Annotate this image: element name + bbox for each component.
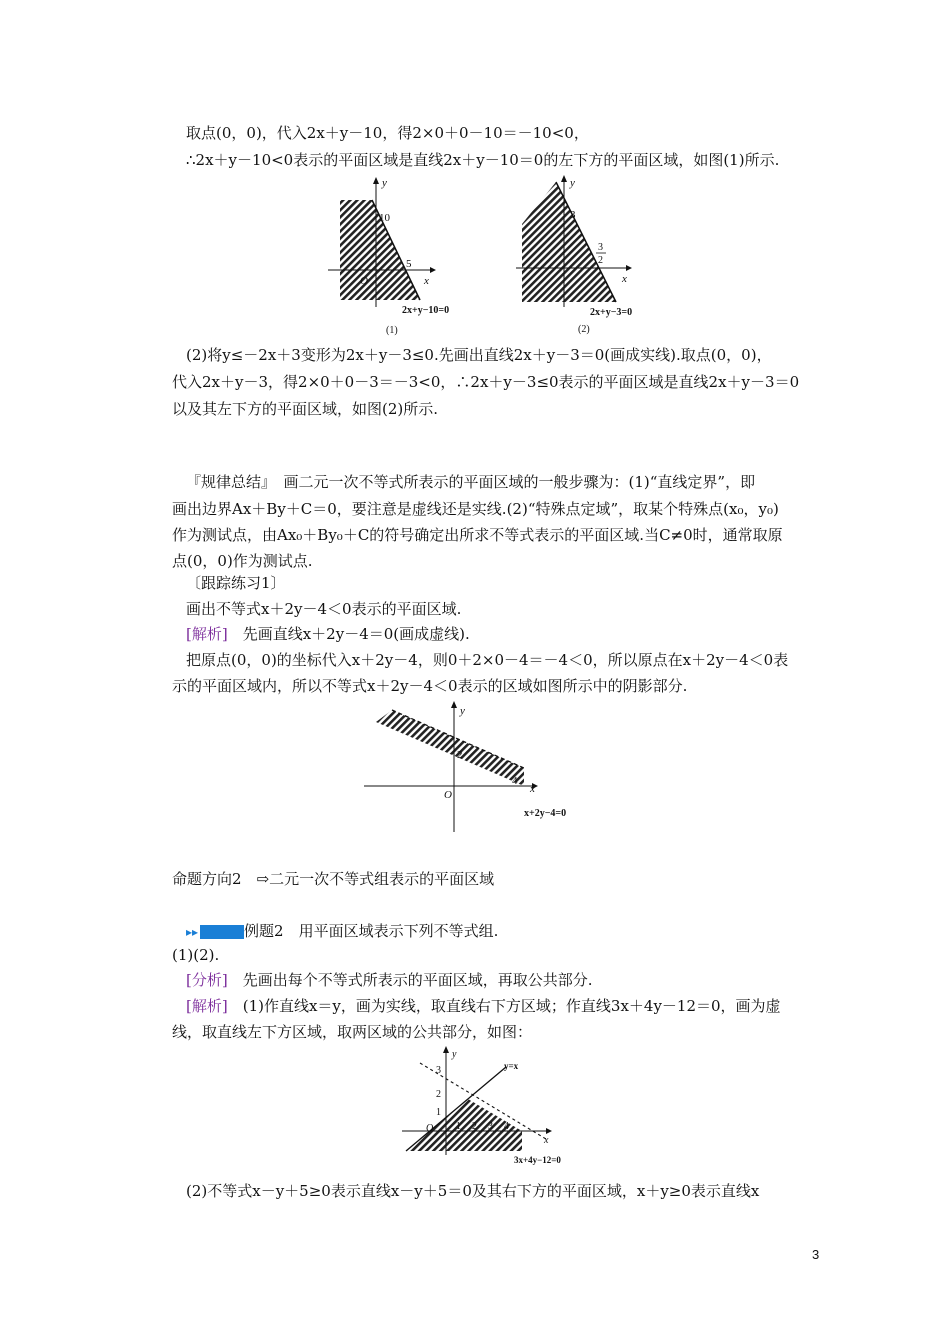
y-axis-arrow: [373, 177, 379, 184]
text-line: 线，取直线左下方区域，取两区域的公共部分，如图：: [172, 1023, 533, 1041]
text-line: (1)(2).: [172, 946, 220, 964]
text-span: 先画直线x＋2y－4＝0(画成虚线).: [227, 625, 470, 643]
figure-4: [398, 1043, 598, 1171]
x-tick-denominator: 2: [598, 255, 603, 266]
text-line: 『规律总结』 画二元一次不等式所表示的平面区域的一般步骤为：(1)“直线定界”，即: [186, 473, 756, 491]
figure-caption: (1): [386, 325, 398, 336]
text-span: (1)作直线x＝y，画为实线，取直线右下方区域；作直线3x＋4y－12＝0，画为虚: [227, 997, 781, 1015]
text-line: 画出边界Ax＋By＋C＝0，要注意是虚线还是实线.(2)“特殊点定域”，取某个特殊点(x₀，y₀): [172, 500, 779, 518]
y-tick-label: 2: [436, 1089, 441, 1100]
x-tick-label: 2: [472, 1121, 477, 1132]
x-tick-label: 5: [406, 258, 412, 270]
y-tick-label: 2: [457, 749, 463, 761]
text-line: (2)不等式x－y＋5≥0表示直线x－y＋5＝0及其右下方的平面区域，x＋y≥0表示直线x: [186, 1182, 760, 1200]
analysis-tag: [分析]: [186, 971, 228, 989]
solution-tag: [解析]: [186, 625, 228, 643]
y-axis-arrow: [561, 175, 567, 182]
x-axis-label: x: [424, 275, 429, 287]
double-arrow-icon: ▸▸: [186, 925, 199, 939]
x-axis-arrow: [430, 267, 436, 273]
figure-3: [362, 700, 582, 835]
origin-label: O: [426, 1123, 434, 1134]
line-equation-label: 2x+y−10=0: [402, 305, 450, 316]
figure-1: [320, 172, 470, 337]
example-heading: [186, 921, 498, 942]
y-axis-label: y: [382, 177, 387, 189]
practice-heading: 〔跟踪练习1〕: [186, 574, 286, 592]
x-tick-numerator: 3: [598, 242, 603, 253]
section-heading: 命题方向2 ⇨二元一次不等式组表示的平面区域: [172, 870, 495, 888]
x-tick-label: 4: [512, 775, 518, 787]
y-tick-label: 3: [570, 209, 576, 221]
x-axis-label: x: [544, 1135, 549, 1146]
text-line: [186, 624, 470, 644]
x-axis-arrow: [546, 1128, 552, 1134]
y-tick-label: 3: [436, 1065, 441, 1076]
text-line: 点(0，0)作为测试点.: [172, 552, 313, 570]
example-badge: [200, 925, 244, 939]
line-label: y=x: [504, 1061, 519, 1071]
text-line: 作为测试点，由Ax₀＋By₀＋C的符号确定出所求不等式表示的平面区域.当C≠0时，通常取原: [172, 526, 783, 544]
shaded-region: [376, 710, 524, 786]
x-tick-label: 4: [504, 1121, 509, 1132]
y-axis-arrow: [443, 1046, 449, 1053]
x-axis-label: x: [622, 273, 627, 285]
x-axis-arrow: [626, 265, 632, 271]
text-line: 把原点(0，0)的坐标代入x＋2y－4，则0＋2×0－4＝－4＜0，所以原点在x＋2y－4＜0表: [186, 651, 789, 669]
x-tick-label: 3: [488, 1121, 493, 1132]
line-equation-label: 3x+4y−12=0: [514, 1155, 561, 1165]
y-axis-label: y: [570, 177, 575, 189]
y-axis-label: y: [460, 705, 465, 717]
text-line: [186, 970, 593, 990]
y-tick-label: 10: [379, 212, 390, 224]
y-tick-label: 1: [436, 1107, 441, 1118]
figure-caption: (2): [578, 324, 590, 335]
x-axis-label: x: [530, 783, 535, 795]
solution-tag: [解析]: [186, 997, 228, 1015]
example-title: 例题2 用平面区域表示下列不等式组.: [244, 922, 499, 940]
text-line: 画出不等式x＋2y－4＜0表示的平面区域.: [186, 600, 462, 618]
text-line: 以及其左下方的平面区域，如图(2)所示.: [172, 400, 439, 418]
page-number: 3: [812, 1247, 820, 1262]
y-axis-label: y: [452, 1049, 457, 1060]
line-equation-label: x+2y−4=0: [524, 808, 567, 819]
y-axis-arrow: [451, 701, 457, 708]
text-line: ∴2x＋y－10<0表示的平面区域是直线2x＋y－10＝0的左下方的平面区域，如图(1)所示.: [186, 151, 780, 169]
text-line: [186, 996, 781, 1016]
line-equation-label: 2x+y−3=0: [590, 307, 633, 318]
text-span: 先画出每个不等式所表示的平面区域，再取公共部分.: [227, 971, 593, 989]
text-line: 示的平面区域内，所以不等式x＋2y－4＜0表示的区域如图所示中的阴影部分.: [172, 677, 688, 695]
text-line: 代入2x＋y－3，得2×0＋0－3＝－3<0，∴2x＋y－3≤0表示的平面区域是直线2x＋y－3＝0: [172, 373, 800, 391]
origin-label: O: [444, 789, 452, 801]
figure-2: [508, 172, 658, 337]
text-line: 取点(0，0)，代入2x＋y－10，得2×0＋0－10＝－10<0，: [186, 124, 589, 142]
origin-label: O: [360, 275, 368, 287]
x-tick-label: 1: [456, 1121, 461, 1132]
text-line: (2)将y≤－2x＋3变形为2x＋y－3≤0.先画出直线2x＋y－3＝0(画成实线).取点(0，0)，: [186, 346, 772, 364]
